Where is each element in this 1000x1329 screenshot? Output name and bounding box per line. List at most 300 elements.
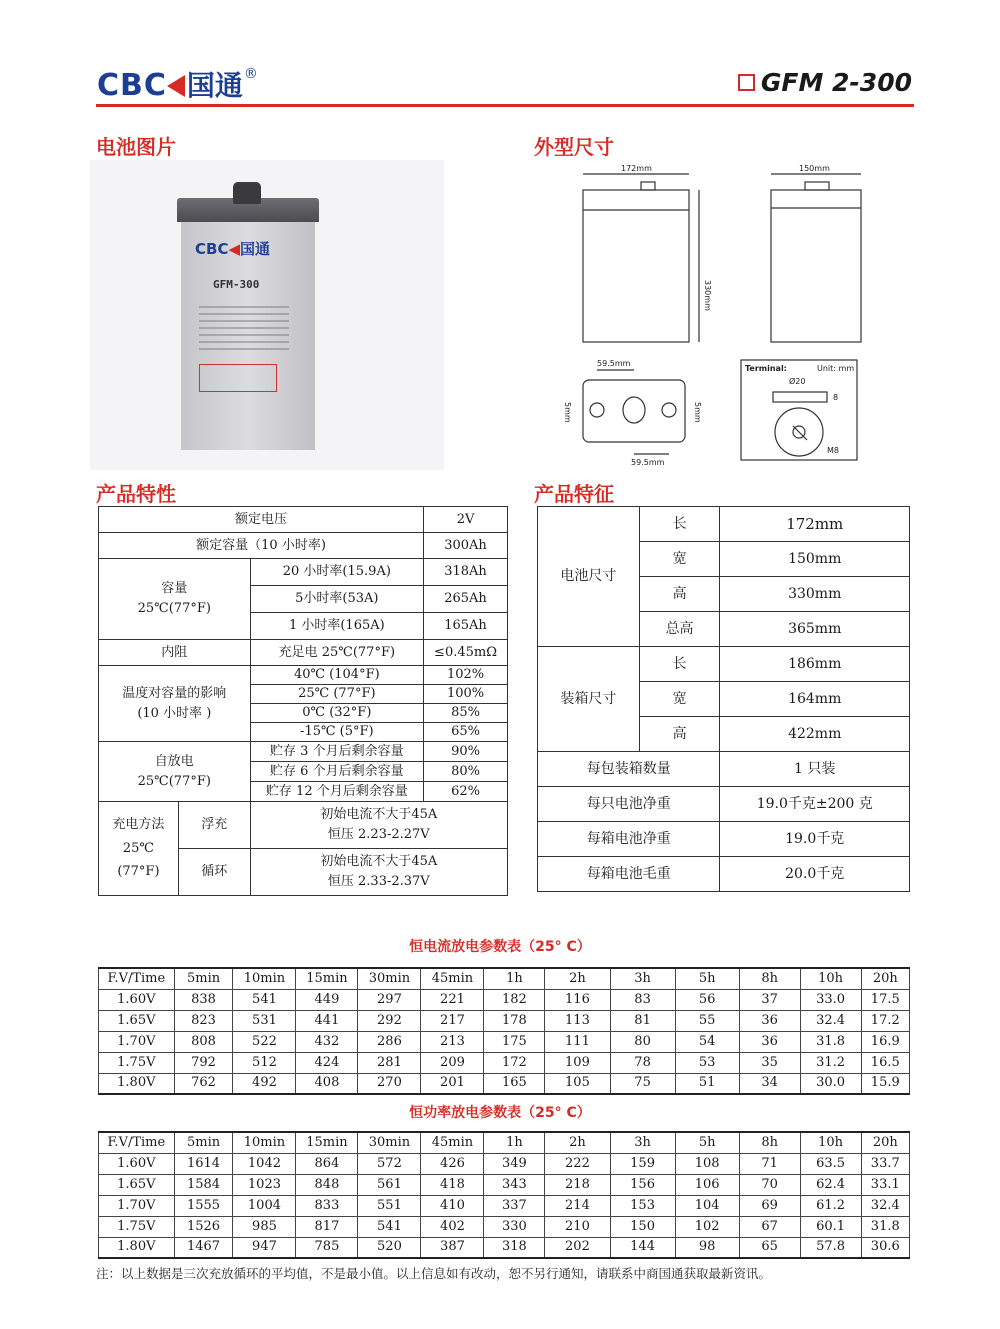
box-net-weight-label: 每箱电池净重 <box>538 822 720 857</box>
table-cell: 418 <box>421 1174 484 1195</box>
table-row <box>538 507 910 542</box>
temperature-point: -15℃ (5°F) <box>250 723 423 742</box>
table-cell: 297 <box>358 989 421 1010</box>
temperature-value: 65% <box>424 723 508 742</box>
cycle-spec-line2: 恒压 2.33-2.37V <box>327 874 430 889</box>
table-cell: 817 <box>296 1216 358 1237</box>
cycle-spec-cell <box>250 849 507 896</box>
table-cell: 432 <box>296 1031 358 1052</box>
column-header: 5min <box>174 1132 233 1153</box>
table-cell: 572 <box>358 1153 421 1174</box>
internal-resistance-condition: 充足电 25℃(77°F) <box>250 640 423 666</box>
battery-logo-latin: CBC <box>195 240 229 258</box>
battery-size-key: 长 <box>639 507 720 542</box>
battery-logo <box>195 238 270 259</box>
table-cell: 337 <box>484 1195 545 1216</box>
temperature-point: 25℃ (77°F) <box>250 685 423 704</box>
self-discharge-value: 62% <box>424 782 508 802</box>
battery-size-key: 高 <box>639 577 720 612</box>
table-cell: 864 <box>296 1153 358 1174</box>
table-row <box>538 647 910 682</box>
table-cell: 109 <box>545 1052 610 1073</box>
self-discharge-value: 80% <box>424 762 508 782</box>
terminal-detail-box <box>741 360 857 460</box>
column-header: 20h <box>861 1132 909 1153</box>
table-row <box>99 989 910 1010</box>
table-cell: 106 <box>675 1174 739 1195</box>
terminal-diameter: Ø20 <box>789 377 806 386</box>
temperature-label-cell <box>99 666 251 742</box>
table-cell: 292 <box>358 1010 421 1031</box>
logo-chinese: 国通 <box>186 69 243 102</box>
table-cell: 808 <box>174 1031 233 1052</box>
table-cell: 221 <box>421 989 484 1010</box>
column-header: F.V/Time <box>99 1132 175 1153</box>
table-cell: 104 <box>675 1195 739 1216</box>
column-header: 5h <box>675 968 739 989</box>
box-gross-weight-value: 20.0千克 <box>720 857 910 892</box>
table-row <box>99 1031 910 1052</box>
self-discharge-value: 90% <box>424 742 508 762</box>
table-row <box>99 1237 910 1258</box>
row-voltage-cell: 1.75V <box>99 1216 175 1237</box>
section-title-features: 产品特征 <box>534 482 614 506</box>
table-row <box>99 1174 910 1195</box>
self-discharge-period: 贮存 6 个月后剩余容量 <box>250 762 423 782</box>
front-view-outline <box>583 190 689 342</box>
front-view-post <box>641 182 655 190</box>
table-cell: 69 <box>739 1195 800 1216</box>
table-cell: 218 <box>545 1174 610 1195</box>
table-cell: 1614 <box>174 1153 233 1174</box>
capacity-rate: 20 小时率(15.9A) <box>250 559 423 586</box>
power-table-title: 恒功率放电参数表（25° C） <box>409 1105 591 1121</box>
table-cell: 116 <box>545 989 610 1010</box>
table-cell: 156 <box>610 1174 675 1195</box>
self-discharge-period: 贮存 3 个月后剩余容量 <box>250 742 423 762</box>
table-row <box>99 1010 910 1031</box>
table-cell: 985 <box>233 1216 296 1237</box>
table-cell: 31.2 <box>800 1052 861 1073</box>
self-discharge-period: 贮存 12 个月后剩余容量 <box>250 782 423 802</box>
table-cell: 402 <box>421 1216 484 1237</box>
box-size-value: 164mm <box>720 682 910 717</box>
table-row <box>99 507 508 533</box>
table-cell: 153 <box>610 1195 675 1216</box>
table-cell: 213 <box>421 1031 484 1052</box>
dim-depth-label: 150mm <box>799 164 830 173</box>
table-cell: 172 <box>484 1052 545 1073</box>
temperature-point: 0℃ (32°F) <box>250 704 423 723</box>
battery-size-value: 330mm <box>720 577 910 612</box>
table-cell: 36 <box>739 1031 800 1052</box>
table-cell: 31.8 <box>861 1216 909 1237</box>
temperature-value: 100% <box>424 685 508 704</box>
box-gross-weight-label: 每箱电池毛重 <box>538 857 720 892</box>
table-cell: 81 <box>610 1010 675 1031</box>
box-size-key: 高 <box>639 717 720 752</box>
table-cell: 520 <box>358 1237 421 1258</box>
power-discharge-table <box>98 1131 910 1259</box>
table-cell: 387 <box>421 1237 484 1258</box>
table-cell: 17.5 <box>861 989 909 1010</box>
capacity-label: 容量 <box>161 581 188 597</box>
table-cell: 36 <box>739 1010 800 1031</box>
table-row <box>99 742 508 762</box>
rated-voltage-value: 2V <box>424 507 508 533</box>
column-header: 30min <box>358 968 421 989</box>
dimension-drawing-svg <box>555 160 915 470</box>
model-heading <box>738 68 912 97</box>
logo-latin: CBC <box>97 68 167 103</box>
column-header: 8h <box>739 1132 800 1153</box>
row-voltage-cell: 1.70V <box>99 1195 175 1216</box>
battery-size-key: 总高 <box>639 612 720 647</box>
self-discharge-temp: 25℃(77°F) <box>137 773 211 789</box>
brand-logo <box>97 66 258 106</box>
battery-logo-chinese: 国通 <box>240 240 271 258</box>
table-row <box>99 1153 910 1174</box>
table-cell: 823 <box>174 1010 233 1031</box>
caution-box <box>199 364 277 392</box>
current-discharge-table <box>98 967 910 1095</box>
internal-resistance-label: 内阻 <box>99 640 251 666</box>
float-spec-cell <box>250 802 507 849</box>
table-cell: 98 <box>675 1237 739 1258</box>
internal-resistance-value: ≤0.45mΩ <box>424 640 508 666</box>
battery-spec-lines <box>199 306 289 355</box>
terminal-title: Terminal: <box>745 364 787 373</box>
box-size-value: 422mm <box>720 717 910 752</box>
table-cell: 343 <box>484 1174 545 1195</box>
table-cell: 1042 <box>233 1153 296 1174</box>
table-cell: 30.0 <box>800 1073 861 1094</box>
table-cell: 838 <box>174 989 233 1010</box>
dim-side-left-label: 5mm <box>563 402 572 423</box>
table-cell: 15.9 <box>861 1073 909 1094</box>
float-spec-line1: 初始电流不大于45A <box>320 807 438 823</box>
capacity-temp: 25℃(77°F) <box>137 601 211 616</box>
charge-method-label-cell <box>99 802 179 896</box>
table-cell: 349 <box>484 1153 545 1174</box>
table-cell: 51 <box>675 1073 739 1094</box>
self-discharge-label: 自放电 <box>154 753 194 769</box>
self-discharge-label-cell <box>99 742 251 802</box>
table-cell: 178 <box>484 1010 545 1031</box>
table-cell: 209 <box>421 1052 484 1073</box>
package-count-label: 每包装箱数量 <box>538 752 720 787</box>
battery-size-key: 宽 <box>639 542 720 577</box>
table-cell: 410 <box>421 1195 484 1216</box>
table-cell: 32.4 <box>861 1195 909 1216</box>
table-row <box>538 752 910 787</box>
table-cell: 947 <box>233 1237 296 1258</box>
side-view-post <box>805 182 829 190</box>
table-cell: 53 <box>675 1052 739 1073</box>
header-divider <box>96 104 914 107</box>
table-cell: 31.8 <box>800 1031 861 1052</box>
table-header-row <box>99 968 910 989</box>
battery-illustration <box>177 182 319 452</box>
table-cell: 1004 <box>233 1195 296 1216</box>
unit-net-weight-value: 19.0千克±200 克 <box>720 787 910 822</box>
column-header: 5h <box>675 1132 739 1153</box>
table-row <box>99 802 508 849</box>
table-cell: 57.8 <box>800 1237 861 1258</box>
charge-temp-c: 25℃ <box>122 840 154 856</box>
column-header: 2h <box>545 1132 610 1153</box>
table-cell: 34 <box>739 1073 800 1094</box>
table-cell: 80 <box>610 1031 675 1052</box>
table-cell: 792 <box>174 1052 233 1073</box>
table-row <box>99 533 508 559</box>
dim-spacing-bottom-label: 59.5mm <box>631 458 665 467</box>
capacity-label-cell <box>99 559 251 640</box>
dim-side-right-label: 5mm <box>693 402 702 423</box>
top-view-terminal-left <box>590 403 604 417</box>
table-cell: 35 <box>739 1052 800 1073</box>
table-cell: 62.4 <box>800 1174 861 1195</box>
package-count-value: 1 只装 <box>720 752 910 787</box>
terminal-side <box>773 392 827 402</box>
table-cell: 426 <box>421 1153 484 1174</box>
footnote: 注：以上数据是三次充放循环的平均值，不是最小值。以上信息如有改动，恕不另行通知，请联系中商国通获取最新资讯。 <box>96 1266 772 1281</box>
capacity-value: 165Ah <box>424 613 508 640</box>
top-view-vent <box>623 397 645 423</box>
table-cell: 492 <box>233 1073 296 1094</box>
rated-voltage-label: 额定电压 <box>99 507 424 533</box>
row-voltage-cell: 1.80V <box>99 1073 175 1094</box>
box-size-label: 装箱尺寸 <box>538 647 640 752</box>
table-cell: 56 <box>675 989 739 1010</box>
float-label: 浮充 <box>178 802 250 849</box>
table-cell: 71 <box>739 1153 800 1174</box>
battery-terminal-post <box>233 182 261 204</box>
row-voltage-cell: 1.70V <box>99 1031 175 1052</box>
battery-photo <box>90 160 444 470</box>
top-view-terminal-right <box>662 403 676 417</box>
top-view-outline <box>583 380 685 442</box>
table-cell: 67 <box>739 1216 800 1237</box>
column-header: 3h <box>610 1132 675 1153</box>
box-net-weight-value: 19.0千克 <box>720 822 910 857</box>
table-cell: 270 <box>358 1073 421 1094</box>
row-voltage-cell: 1.75V <box>99 1052 175 1073</box>
table-cell: 281 <box>358 1052 421 1073</box>
section-title-characteristics: 产品特性 <box>96 482 176 506</box>
temperature-point: 40℃ (104°F) <box>250 666 423 685</box>
table-cell: 1023 <box>233 1174 296 1195</box>
column-header: 3h <box>610 968 675 989</box>
charge-temp-f: (77°F) <box>117 864 160 880</box>
table-cell: 165 <box>484 1073 545 1094</box>
table-cell: 61.2 <box>800 1195 861 1216</box>
table-cell: 222 <box>545 1153 610 1174</box>
dim-width-label: 172mm <box>621 164 652 173</box>
model-name: GFM 2-300 <box>760 68 912 97</box>
column-header: 30min <box>358 1132 421 1153</box>
cycle-label: 循环 <box>178 849 250 896</box>
checkbox-square-icon <box>738 74 755 91</box>
column-header: 15min <box>296 968 358 989</box>
rated-capacity-label: 额定容量（10 小时率) <box>99 533 424 559</box>
table-cell: 541 <box>233 989 296 1010</box>
table-row <box>99 640 508 666</box>
table-cell: 217 <box>421 1010 484 1031</box>
table-cell: 512 <box>233 1052 296 1073</box>
table-cell: 65 <box>739 1237 800 1258</box>
table-cell: 441 <box>296 1010 358 1031</box>
column-header: 10h <box>800 1132 861 1153</box>
table-cell: 113 <box>545 1010 610 1031</box>
table-cell: 55 <box>675 1010 739 1031</box>
table-cell: 16.5 <box>861 1052 909 1073</box>
temperature-value: 102% <box>424 666 508 685</box>
table-cell: 424 <box>296 1052 358 1073</box>
table-cell: 37 <box>739 989 800 1010</box>
row-voltage-cell: 1.80V <box>99 1237 175 1258</box>
dim-height-label: 330mm <box>703 280 712 311</box>
table-cell: 33.1 <box>861 1174 909 1195</box>
table-cell: 75 <box>610 1073 675 1094</box>
charge-method-label: 充电方法 <box>112 817 165 833</box>
section-title-photo: 电池图片 <box>96 135 176 159</box>
table-cell: 561 <box>358 1174 421 1195</box>
table-cell: 175 <box>484 1031 545 1052</box>
table-cell: 60.1 <box>800 1216 861 1237</box>
box-size-key: 宽 <box>639 682 720 717</box>
column-header: 10h <box>800 968 861 989</box>
table-cell: 102 <box>675 1216 739 1237</box>
table-cell: 785 <box>296 1237 358 1258</box>
battery-size-value: 172mm <box>720 507 910 542</box>
terminal-bolt-size: M8 <box>827 446 839 455</box>
table-cell: 150 <box>610 1216 675 1237</box>
row-voltage-cell: 1.60V <box>99 1153 175 1174</box>
flag-icon <box>167 75 185 97</box>
column-header: 10min <box>233 968 296 989</box>
table-cell: 202 <box>545 1237 610 1258</box>
column-header: 45min <box>421 1132 484 1153</box>
registered-mark: ® <box>243 66 258 82</box>
table-row <box>99 1216 910 1237</box>
battery-size-value: 150mm <box>720 542 910 577</box>
battery-model-label: GFM-300 <box>213 278 260 291</box>
table-row <box>99 666 508 685</box>
box-size-value: 186mm <box>720 647 910 682</box>
table-cell: 551 <box>358 1195 421 1216</box>
capacity-value: 318Ah <box>424 559 508 586</box>
dimension-drawing <box>555 160 915 470</box>
table-cell: 78 <box>610 1052 675 1073</box>
column-header: 2h <box>545 968 610 989</box>
table-cell: 522 <box>233 1031 296 1052</box>
table-row <box>99 1073 910 1094</box>
cycle-spec-line1: 初始电流不大于45A <box>320 854 438 870</box>
features-table <box>537 506 910 892</box>
battery-size-label: 电池尺寸 <box>538 507 640 647</box>
table-cell: 848 <box>296 1174 358 1195</box>
table-cell: 108 <box>675 1153 739 1174</box>
table-row <box>99 559 508 586</box>
table-cell: 32.4 <box>800 1010 861 1031</box>
float-spec-line2: 恒压 2.23-2.27V <box>327 827 430 842</box>
table-cell: 63.5 <box>800 1153 861 1174</box>
rated-capacity-value: 300Ah <box>424 533 508 559</box>
column-header: 8h <box>739 968 800 989</box>
table-cell: 531 <box>233 1010 296 1031</box>
temperature-value: 85% <box>424 704 508 723</box>
column-header: 5min <box>174 968 233 989</box>
table-cell: 83 <box>610 989 675 1010</box>
table-cell: 1467 <box>174 1237 233 1258</box>
column-header: 20h <box>861 968 909 989</box>
dim-spacing-top-label: 59.5mm <box>597 359 631 368</box>
table-cell: 449 <box>296 989 358 1010</box>
column-header: 45min <box>421 968 484 989</box>
table-cell: 33.0 <box>800 989 861 1010</box>
table-row <box>538 787 910 822</box>
table-cell: 833 <box>296 1195 358 1216</box>
column-header: 1h <box>484 968 545 989</box>
table-cell: 54 <box>675 1031 739 1052</box>
battery-size-value: 365mm <box>720 612 910 647</box>
table-cell: 16.9 <box>861 1031 909 1052</box>
table-cell: 182 <box>484 989 545 1010</box>
table-cell: 541 <box>358 1216 421 1237</box>
table-cell: 70 <box>739 1174 800 1195</box>
column-header: 10min <box>233 1132 296 1153</box>
table-header-row <box>99 1132 910 1153</box>
table-cell: 201 <box>421 1073 484 1094</box>
terminal-thickness: 8 <box>833 393 839 402</box>
unit-label: Unit: mm <box>817 364 855 373</box>
capacity-rate: 1 小时率(165A) <box>250 613 423 640</box>
row-voltage-cell: 1.60V <box>99 989 175 1010</box>
table-cell: 159 <box>610 1153 675 1174</box>
column-header: 1h <box>484 1132 545 1153</box>
row-voltage-cell: 1.65V <box>99 1010 175 1031</box>
table-row <box>99 1052 910 1073</box>
row-voltage-cell: 1.65V <box>99 1174 175 1195</box>
table-cell: 17.2 <box>861 1010 909 1031</box>
table-cell: 144 <box>610 1237 675 1258</box>
temperature-sub: (10 小时率 ) <box>137 705 212 721</box>
table-cell: 33.7 <box>861 1153 909 1174</box>
section-title-dimensions: 外型尺寸 <box>534 135 614 159</box>
battery-logo-flag-icon: ◀ <box>228 240 240 258</box>
table-cell: 1526 <box>174 1216 233 1237</box>
table-cell: 30.6 <box>861 1237 909 1258</box>
unit-net-weight-label: 每只电池净重 <box>538 787 720 822</box>
column-header: F.V/Time <box>99 968 175 989</box>
capacity-rate: 5小时率(53A) <box>250 586 423 613</box>
table-cell: 318 <box>484 1237 545 1258</box>
table-cell: 286 <box>358 1031 421 1052</box>
table-cell: 1584 <box>174 1174 233 1195</box>
table-cell: 111 <box>545 1031 610 1052</box>
table-row <box>538 857 910 892</box>
temperature-label: 温度对容量的影响 <box>122 685 227 701</box>
table-cell: 210 <box>545 1216 610 1237</box>
table-cell: 762 <box>174 1073 233 1094</box>
current-table-title: 恒电流放电参数表（25° C） <box>409 939 591 955</box>
box-size-key: 长 <box>639 647 720 682</box>
table-cell: 1555 <box>174 1195 233 1216</box>
table-cell: 330 <box>484 1216 545 1237</box>
table-row <box>538 822 910 857</box>
characteristics-table <box>98 506 508 896</box>
